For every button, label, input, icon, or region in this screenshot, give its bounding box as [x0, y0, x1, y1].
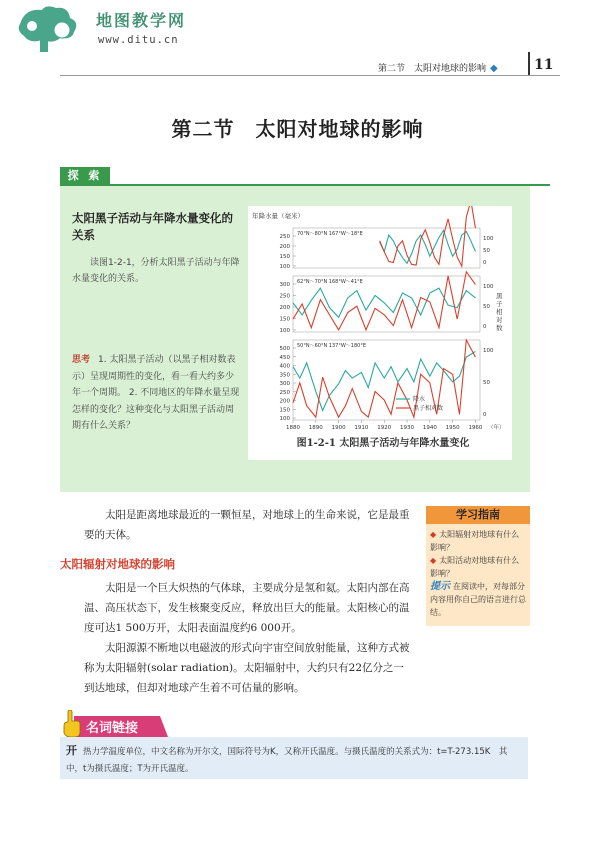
guide-tip [430, 580, 526, 619]
tip-label: 提示 [430, 581, 450, 592]
y-tick-label: 150 [279, 316, 290, 323]
paragraph-radiation: 太阳源源不断地以电磁波的形式向宇宙空间放射能量，这种方式被称为太阳辐射(solar radiation)。太阳辐射中，大约只有22亿分之一到达地球，但却对地球产生着不可估量的影响。 [84, 642, 410, 694]
y-tick-label: 250 [279, 234, 290, 240]
y-tick-label: 450 [279, 354, 290, 361]
y-tick-label: 300 [279, 282, 290, 288]
term-link-tab [60, 710, 170, 738]
paragraph-intro: 太阳是距离地球最近的一颗恒星，对地球上的生命来说，它是最重要的天体。 [84, 509, 410, 541]
explore-tab: 探 索 [60, 167, 110, 185]
panel-label: 70°N～80°N 167°W～18°E [297, 231, 363, 237]
site-logo [10, 4, 90, 56]
x-tick-label: 1960 [468, 425, 483, 431]
y-tick-label: 150 [279, 407, 290, 414]
right-tick-label: 100 [483, 284, 494, 290]
x-axis-unit: （年） [488, 425, 505, 431]
x-tick-label: 1940 [422, 425, 437, 431]
explore-text: 读图1-2-1，分析太阳黑子活动与年降水量变化的关系。 [72, 258, 240, 284]
y-tick-label: 350 [279, 372, 290, 379]
header-rule [60, 75, 560, 76]
diamond-icon: ◆ [430, 556, 437, 565]
precip-line [293, 351, 475, 410]
guide-title: 学习指南 [426, 506, 530, 524]
site-name: 地图教学网 [96, 11, 187, 30]
right-axis-title-char: 对 [496, 316, 503, 324]
paragraph-sun: 太阳是一个巨大炽热的气体球，主要成分是氢和氦。太阳内部在高温、高压状态下，发生核聚变反应，释放出巨大的能量。太阳核心的温度可达1 500万开，太阳表面温度约6 000开。 [84, 582, 410, 634]
y-tick-label: 500 [279, 346, 290, 352]
y-tick-label: 100 [279, 264, 290, 270]
page-number: 11 [534, 57, 554, 73]
panel-label: 50°N～60°N 137°W～180°E [297, 343, 366, 349]
header-divider [528, 52, 530, 76]
explore-heading: 太阳黑子活动与年降水量变化的关系 [72, 211, 233, 242]
x-tick-label: 1950 [445, 425, 460, 431]
right-tick-label: 100 [483, 348, 494, 354]
y-axis-title: 年降水量（毫米） [252, 212, 304, 220]
section-heading: 太阳辐射对地球的影响 [60, 557, 175, 571]
legend-precip-label: 降水 [413, 396, 426, 403]
y-tick-label: 250 [279, 293, 290, 300]
right-tick-label: 50 [483, 248, 490, 254]
term-box [60, 737, 528, 779]
diamond-icon: ◆ [430, 530, 437, 539]
running-header-text: 第二节 太阳对地球的影响 [378, 64, 487, 74]
y-tick-label: 200 [279, 398, 290, 405]
x-tick-label: 1910 [354, 425, 369, 431]
page-title: 第二节 太阳对地球的影响 [171, 117, 424, 141]
x-tick-label: 1920 [377, 425, 392, 431]
hand-pointer-icon [64, 710, 80, 737]
y-tick-label: 100 [279, 416, 290, 422]
sunspot-precip-chart [248, 206, 512, 432]
diamond-icon: ◆ [490, 63, 498, 74]
right-tick-label: 0 [483, 324, 487, 330]
guide-item-text: 太阳辐射对地球有什么影响？ [430, 530, 520, 552]
precip-line [293, 288, 475, 317]
right-tick-label: 50 [483, 380, 490, 386]
guide-item [430, 554, 526, 580]
chart-card [248, 206, 512, 460]
panel-label: 62°N～70°N 168°W～41°E [297, 279, 363, 285]
think-block [72, 352, 240, 435]
site-url: www.ditu.cn [98, 34, 179, 46]
term-text: 热力学温度单位，中文名称为开尔文，国际符号为K，又称开氏温度。与摄氏温度的关系式为：t=T-273.15K 其中，t为摄氏温度；T为开氏温度。 [66, 747, 508, 774]
x-tick-label: 1880 [286, 425, 300, 431]
think-text: 1. 太阳黑子活动（以黑子相对数表示）呈现周期性的变化，看一看大约多少年一个周期。 2. 不同地区的年降水量呈现怎样的变化？这种变化与太阳黑子活动周期有什么关系？ [72, 355, 240, 431]
y-tick-label: 300 [279, 381, 290, 387]
tip-text: 在阅读中，对每部分内容用你自己的语言进行总结。 [430, 582, 526, 617]
guide-box [426, 524, 530, 626]
chart-caption: 图1-2-1 太阳黑子活动与年降水量变化 [296, 438, 470, 449]
y-tick-label: 100 [279, 328, 290, 334]
right-tick-label: 0 [483, 412, 487, 418]
y-tick-label: 400 [279, 363, 290, 370]
y-tick-label: 200 [279, 305, 290, 311]
running-header [378, 61, 498, 74]
x-tick-label: 1930 [400, 425, 415, 431]
right-tick-label: 100 [483, 236, 494, 242]
think-label: 思考 [72, 355, 91, 365]
guide-item [430, 528, 526, 554]
panel-frame [293, 340, 480, 420]
x-tick-label: 1900 [331, 425, 346, 431]
right-axis-title-char: 黑 [496, 292, 503, 300]
right-tick-label: 0 [483, 260, 487, 266]
term-word: 开 [66, 744, 77, 757]
right-tick-label: 50 [483, 304, 490, 310]
right-axis-title-char: 数 [496, 324, 503, 332]
x-tick-label: 1890 [308, 425, 323, 431]
y-tick-label: 150 [279, 254, 290, 260]
y-tick-label: 200 [279, 244, 290, 250]
term-link-label: 名词链接 [86, 721, 139, 736]
guide-item-text: 太阳活动对地球有什么影响？ [430, 556, 520, 578]
y-tick-label: 250 [279, 389, 290, 396]
right-axis-title-char: 相 [496, 308, 503, 316]
right-axis-title-char: 子 [496, 300, 503, 308]
legend-sunspot-label: 黑子相对数 [413, 405, 444, 412]
